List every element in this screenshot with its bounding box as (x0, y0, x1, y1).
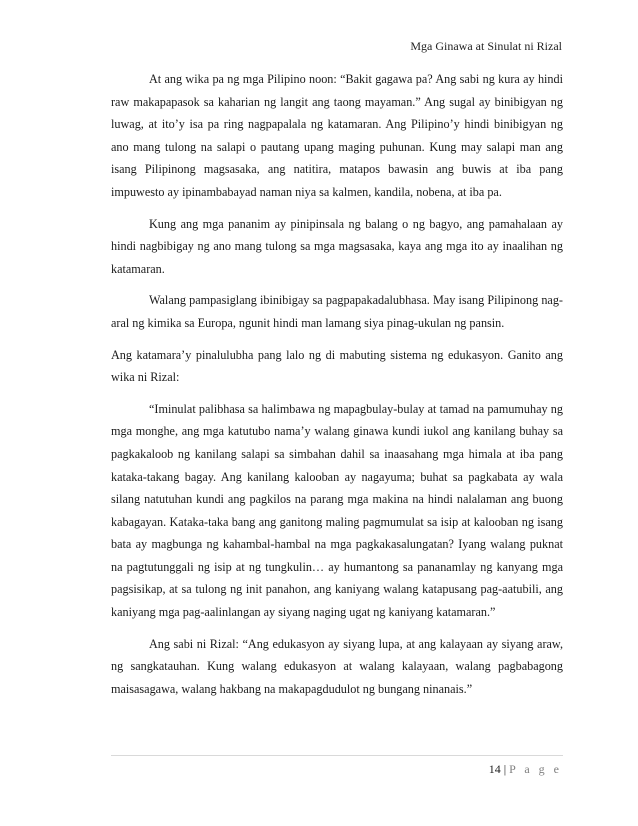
footer-rule (111, 755, 563, 756)
paragraph-4: Ang katamara’y pinalulubha pang lalo ng di mabuting sistema ng edukasyon. Ganito ang wika ni Rizal: (111, 347, 563, 385)
paragraph-2: Kung ang mga pananim ay pinipinsala ng balang o ng bagyo, ang pamahalaan ay hindi nagbibigay ng ano mang tulong sa mga magsasaka, kaya ang mga ito ay inaalihan ng katamaran. (111, 216, 563, 276)
page-number: 14 (488, 762, 501, 776)
body-text (111, 68, 563, 709)
paragraph-3: Walang pampasiglang ibinibigay sa pagpapakadalubhasa. May isang Pilipinong nag-aral ng kimika sa Europa, ngunit hindi man lamang siya pinag-ukulan ng pansin. (111, 293, 563, 330)
footer-separator: | (503, 762, 507, 776)
page-footer (489, 762, 562, 777)
paragraph-1: At ang wika pa ng mga Pilipino noon: “Bakit gagawa pa? Ang sabi ng kura ay hindi raw makapapasok sa kaharian ng langit ang taong mayaman.” Ang sugal ay binibigyan ng luwag, at ito’y isa pa ring nagpapalala ng katamaran. Ang Pilipino’y hindi binibigyan ng ano mang tulong na salapi o pautang upang maging puhunan. Kung may salapi man ang isang Pilipinong magsasaka, ang natitira, matapos bawasin ang buwis at iba pang impuwesto ay ipinambabayad naman niya sa kalmen, kandila, nobena, at iba pa. (111, 72, 563, 199)
paragraph-6: Ang sabi ni Rizal: “Ang edukasyon ay siyang lupa, at ang kalayaan ay siyang araw, ng sangkatauhan. Kung walang edukasyon at walang kalayaan, walang pagbabagong maisasagawa, walang hakbang na makapagdudulot ng bungang ninanais.” (111, 636, 563, 696)
page-label: P a g e (509, 762, 562, 776)
running-header: Mga Ginawa at Sinulat ni Rizal (410, 39, 562, 53)
quote-paragraph: “Iminulat palibhasa sa halimbawa ng mapagbulay-bulay at tamad na pamumuhay ng mga monghe, ang mga katutubo nama’y walang ginawa kundi iukol ang kanilang buhay sa pagkakaloob ng kanilang salapi sa simbahan dahil sa inaasahang mga himala at iba pang kataka-takang bagay. Ang kanilang kalooban ay nagayuma; buhat sa pagkabata ay wala silang natutuhan kundi ang pagkilos na parang mga makina na hindi nalalaman ang buong kabagayan. Kataka-taka bang ang ganitong maling pagmumulat sa isip at kalooban ng isang bata ay magbunga ng kahambal-hambal na mga pagkakasalungatan? Iyang walang puknat na pagtutunggali ng isip at ng tungkulin… ay humantong sa pananamlay ng kanyang mga pagsisikap, at sa tulong ng init panahon, ang kaniyang walang katapusang pag-aatubili, ang kaniyang mga pag-aalinlangan ay siyang naging ugat ng kaniyang katamaran.” (111, 401, 563, 620)
